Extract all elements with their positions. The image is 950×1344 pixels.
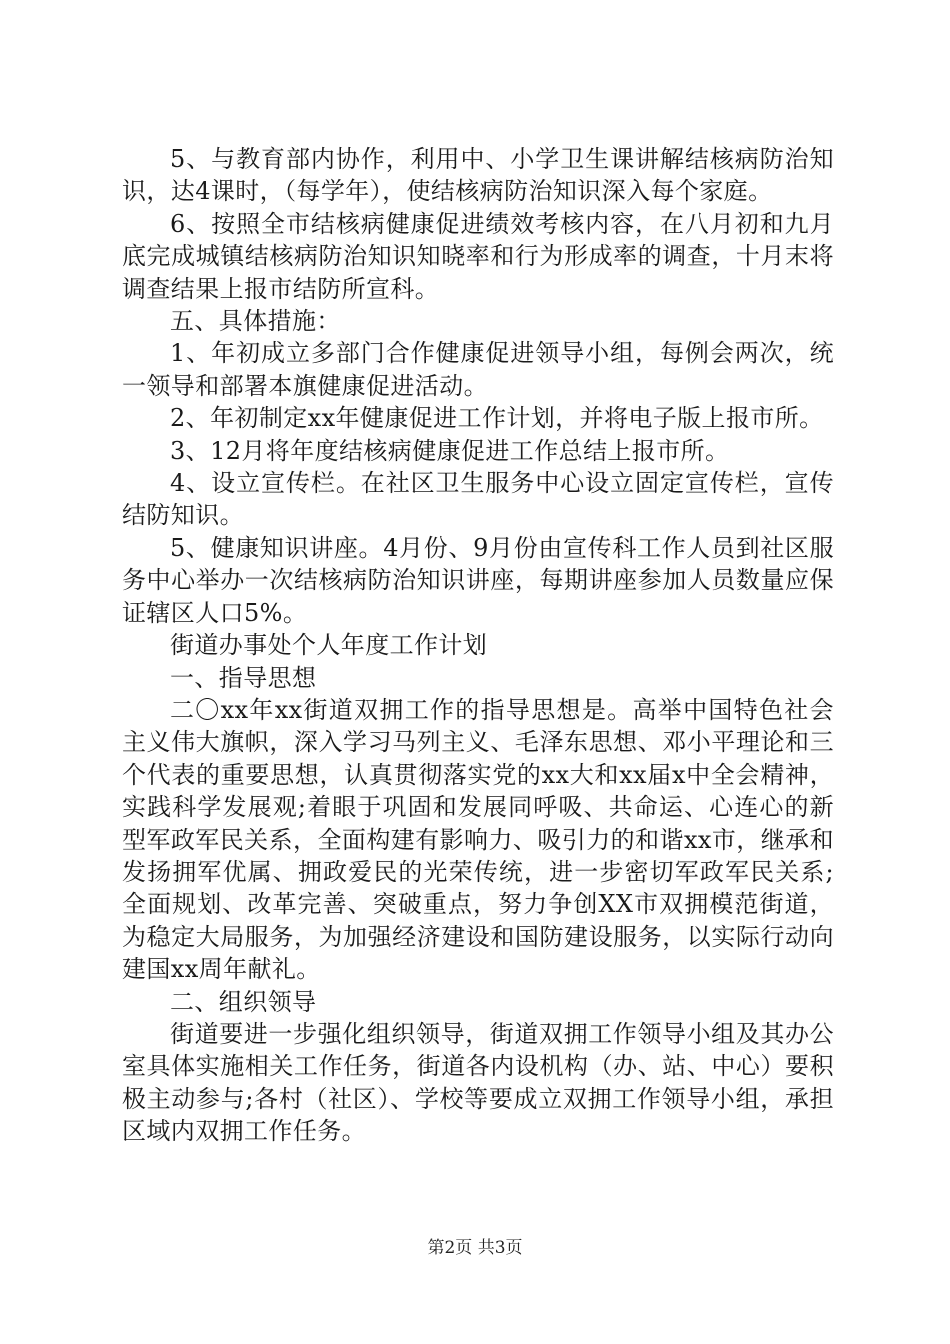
page-number-footer: 第2页 共3页 xyxy=(427,1238,523,1258)
section-heading-measures: 五、具体措施： xyxy=(170,307,341,336)
document-subtitle: 街道办事处个人年度工作计划 xyxy=(170,631,488,660)
section-heading-guiding-ideology: 一、指导思想 xyxy=(170,663,317,692)
measure-item-2: 2、年初制定xx年健康促进工作计划，并将电子版上报市所。 xyxy=(170,404,824,433)
measure-item-4: 4、设立宣传栏。在社区卫生服务中心设立固定宣传栏，宣传结防知识。 xyxy=(122,469,834,530)
measure-item-3: 3、12月将年度结核病健康促进工作总结上报市所。 xyxy=(170,436,730,465)
measure-item-1: 1、年初成立多部门合作健康促进领导小组，每例会两次，统一领导和部署本旗健康促进活动。 xyxy=(122,339,834,400)
section-heading-organization: 二、组织领导 xyxy=(170,987,317,1016)
organization-paragraph: 街道要进一步强化组织领导，街道双拥工作领导小组及其办公室具体实施相关工作任务，街道各内设机构（办、站、中心）要积极主动参与;各村（社区）、学校等要成立双拥工作领导小组，承担区域内双拥工作任务。 xyxy=(122,1019,834,1146)
paragraph-item-6: 6、按照全市结核病健康促进绩效考核内容，在八月初和九月底完成城镇结核病防治知识知晓率和行为形成率的调查，十月末将调查结果上报市结防所宣科。 xyxy=(122,209,834,303)
measure-item-5: 5、健康知识讲座。4月份、9月份由宣传科工作人员到社区服务中心举办一次结核病防治知识讲座，每期讲座参加人员数量应保证辖区人口5%。 xyxy=(122,533,834,627)
document-body xyxy=(122,143,834,1148)
paragraph-item-5: 5、与教育部内协作，利用中、小学卫生课讲解结核病防治知识，达4课时，（每学年），使结核病防治知识深入每个家庭。 xyxy=(122,145,834,206)
guiding-ideology-paragraph: 二〇xx年xx街道双拥工作的指导思想是。高举中国特色社会主义伟大旗帜，深入学习马列主义、毛泽东思想、邓小平理论和三个代表的重要思想，认真贯彻落实党的xx大和xx届x中全会精神，实践科学发展观;着眼于巩固和发展同呼吸、共命运、心连心的新型军政军民关系，全面构建有影响力、吸引力的和谐xx市，继承和发扬拥军优属、拥政爱民的光荣传统，进一步密切军政军民关系;全面规划、改革完善、突破重点，努力争创XX市双拥模范街道，为稳定大局服务，为加强经济建设和国防建设服务，以实际行动向建国xx周年献礼。 xyxy=(122,695,834,984)
